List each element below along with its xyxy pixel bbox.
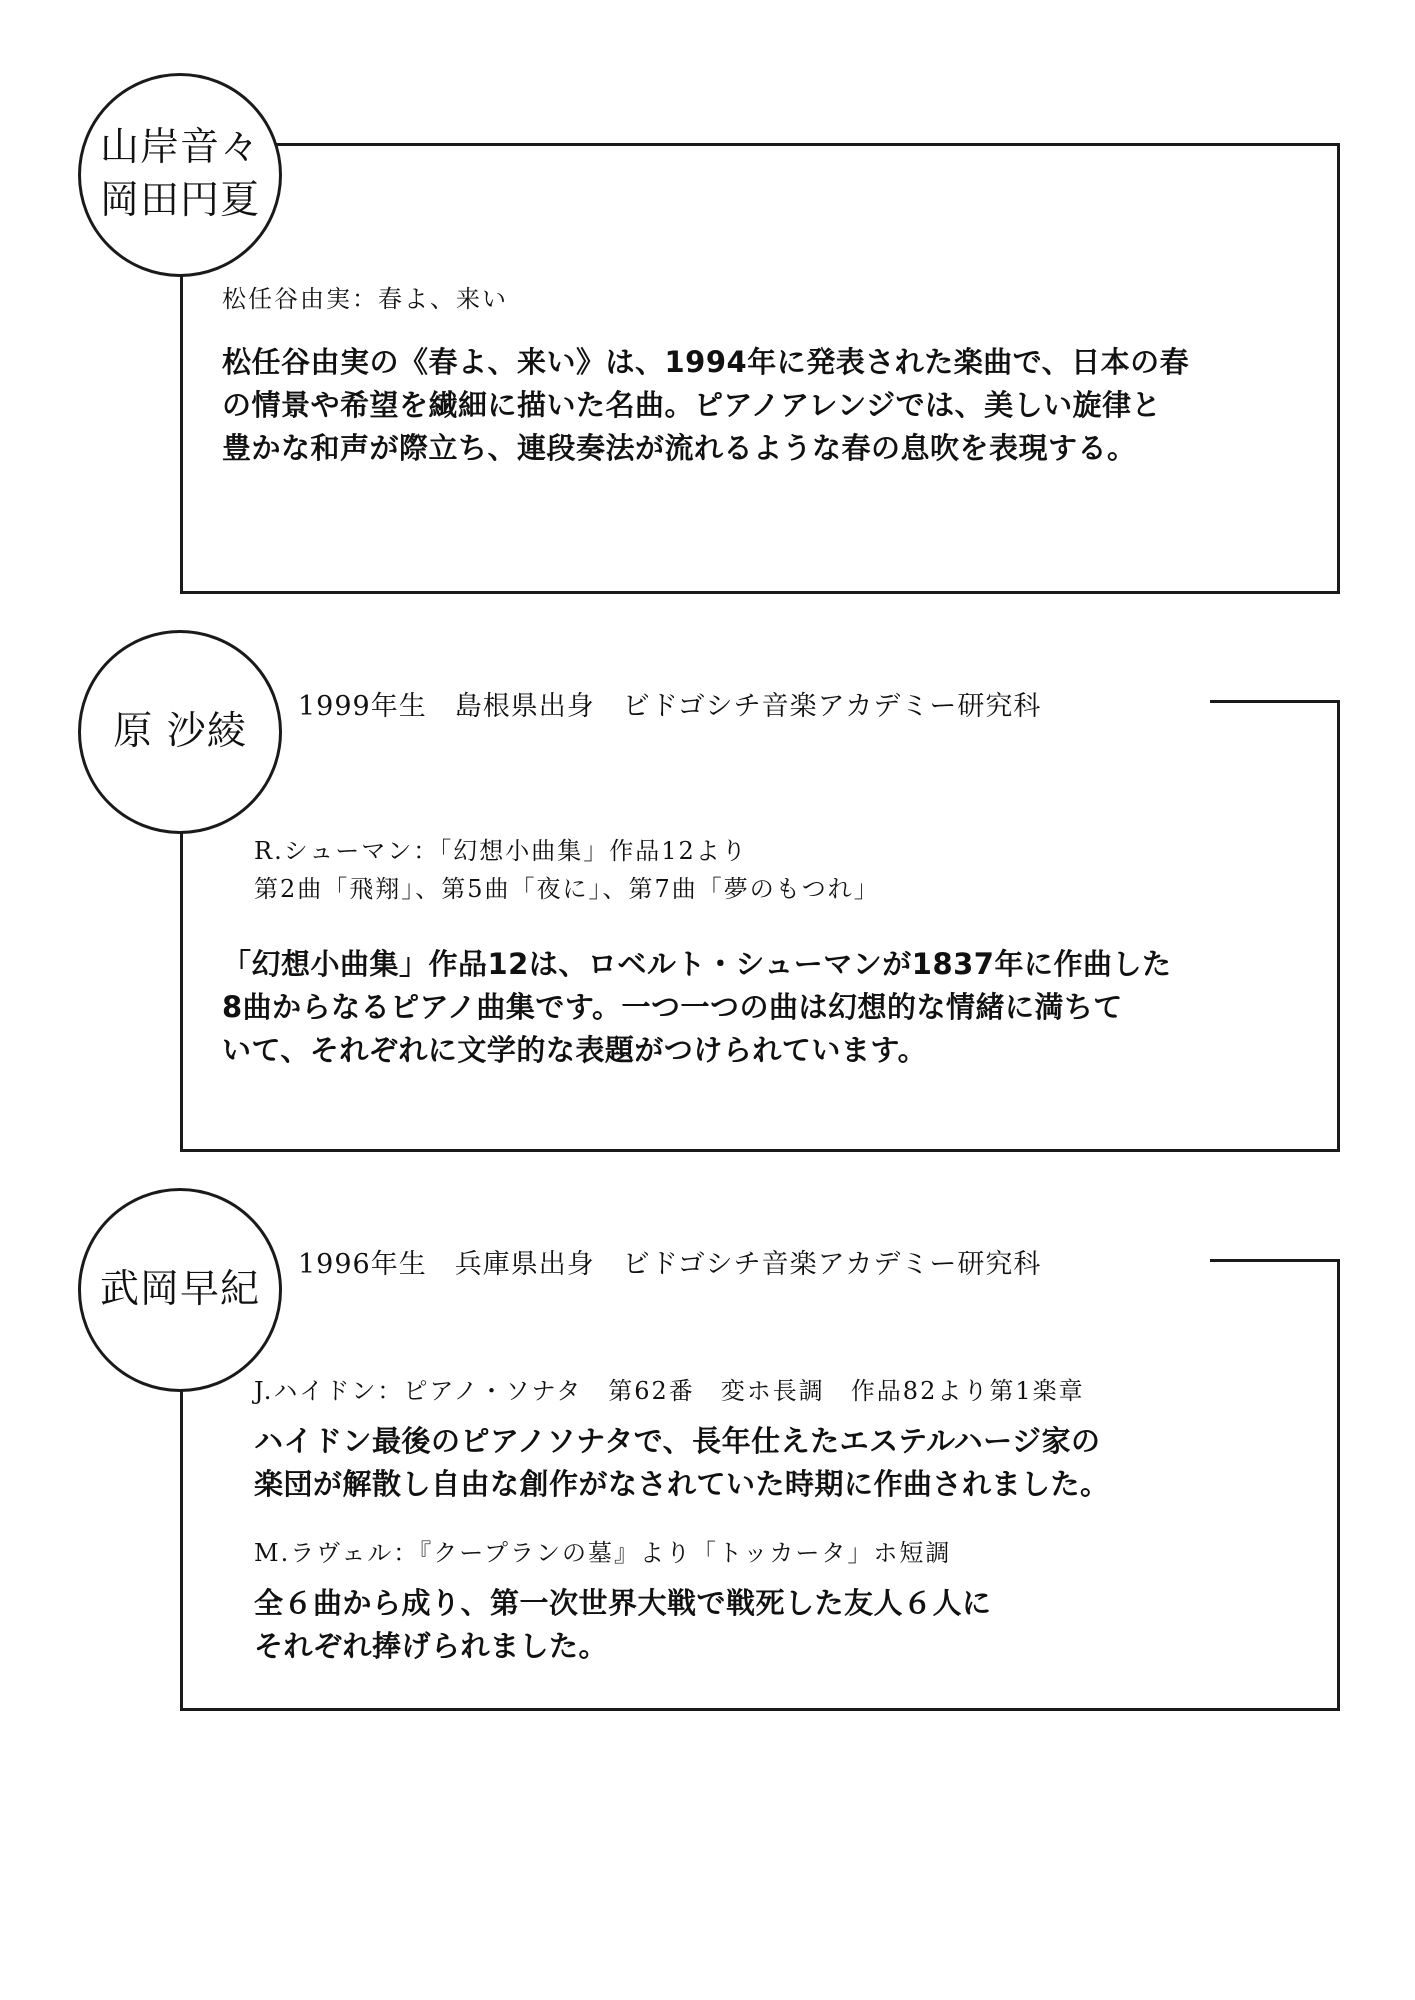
section-3-piece-2-title: M.ラヴェル：『クープランの墓』より「トッカータ」ホ短調 <box>254 1539 952 1567</box>
performer-3-name-circle <box>78 1188 282 1392</box>
section-3-piece-1-description: ハイドン最後のピアノソナタで、長年仕えたエステルハージ家の 楽団が解散し自由な創作がなされていた時期に作曲されました。 <box>254 1424 1110 1501</box>
section-2-top-rule <box>1210 700 1340 703</box>
performer-name: 武岡早紀 <box>99 1266 260 1312</box>
section-2-profile: 1999年生 島根県出身 ビドゴシチ音楽アカデミー研究科 <box>298 684 1055 723</box>
section-2-frame <box>180 700 1340 1152</box>
section-2-description: 「幻想小曲集」作品12は、ロベルト・シューマンが1837年に作曲した 8曲からなるピアノ曲集です。一つ一つの曲は幻想的な情緒に満ちて いて、それぞれに文学的な表題がつけられています。 <box>222 947 1172 1067</box>
section-3-piece-2-description: 全６曲から成り、第一次世界大戦で戦死した友人６人に それぞれ捧げられました。 <box>254 1586 992 1663</box>
section-1-piece-title: 松任谷由実：春よ、来い <box>222 285 508 313</box>
section-3-piece-1-title: J.ハイドン：ピアノ・ソナタ 第62番 変ホ長調 作品82より第1楽章 <box>254 1377 1085 1405</box>
performer-name: 岡田円夏 <box>99 178 260 223</box>
performer-1-name-circle <box>78 73 282 277</box>
section-2-piece-title: R.シューマン：「幻想小曲集」作品12より 第2曲「飛翔」、第5曲「夜に」、第7曲「夢のもつれ」 <box>254 837 880 904</box>
section-3-top-rule <box>1210 1259 1340 1262</box>
performer-name: 山岸音々 <box>99 125 260 171</box>
section-1-description: 松任谷由実の《春よ、来い》は、1994年に発表された楽曲で、日本の春 の情景や希望を繊細に描いた名曲。ピアノアレンジでは、美しい旋律と 豊かな和声が際立ち、連段奏法が流れるような春の息吹を表現する。 <box>222 345 1190 465</box>
section-3-profile: 1996年生 兵庫県出身 ビドゴシチ音楽アカデミー研究科 <box>298 1242 1055 1281</box>
performer-name: 原 沙綾 <box>113 708 247 754</box>
performer-2-name-circle <box>78 630 282 834</box>
